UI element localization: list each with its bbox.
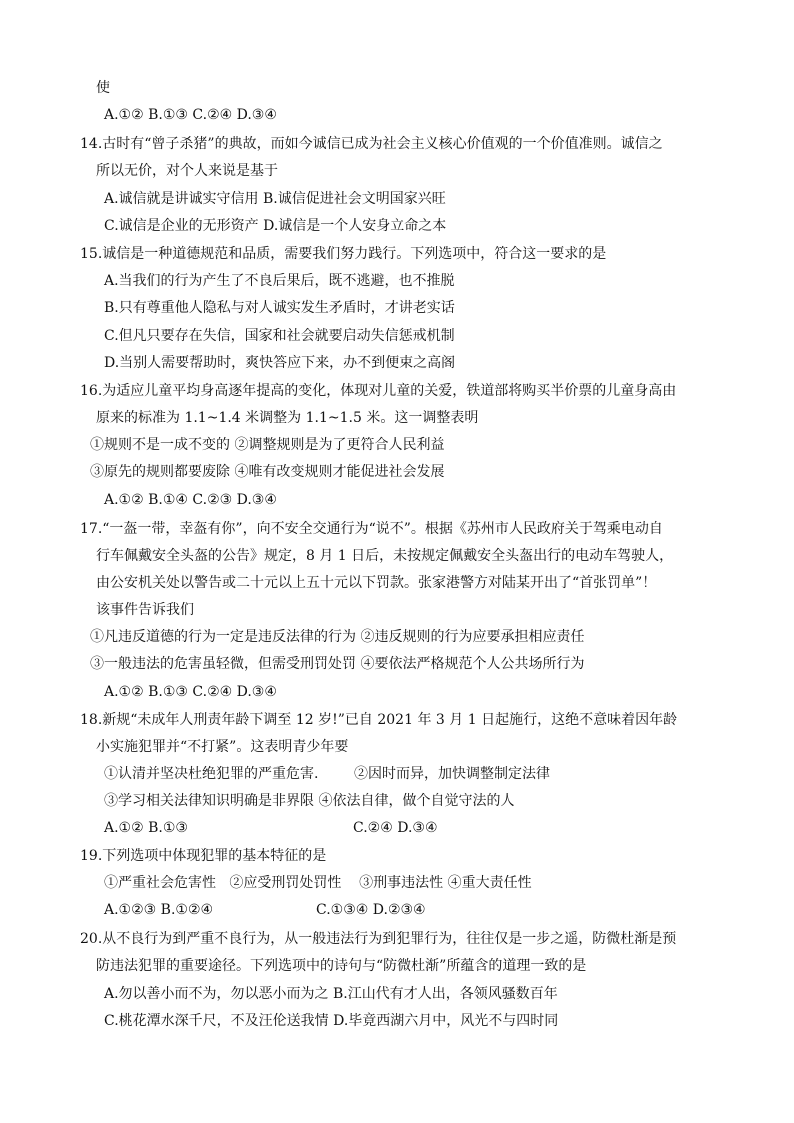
q18-stem-line1: 18.新规“未成年人刑责年龄下调至 12 岁!”已自 2021 年 3 月 1 日起施行，这绝不意味着因年龄 <box>80 712 678 728</box>
q16-stem-line1: 16.为适应儿童平均身高逐年提高的变化，体现对儿童的关爱，铁道部将购买半价票的儿童身高由 <box>80 383 677 399</box>
q16-statements-34: ③原先的规则都要废除 ④唯有改变规则才能促进社会发展 <box>90 464 445 480</box>
q19-options-cd: C.①③④ D.②③④ <box>316 902 426 918</box>
q16-options: A.①② B.①④ C.②③ D.③④ <box>104 492 277 508</box>
q20-stem-line1: 20.从不良行为到严重不良行为，从一般违法行为到犯罪行为，往往仅是一步之遥，防微杜渐是预 <box>80 931 677 947</box>
q18-options-cd: C.②④ D.③④ <box>353 820 438 836</box>
q15-option-a: A.当我们的行为产生了不良后果后，既不逃避，也不推脱 <box>104 273 455 289</box>
q14-stem-line1: 14.古时有“曾子杀猪”的典故，而如今诚信已成为社会主义核心价值观的一个价值准则。诚信之 <box>80 136 663 152</box>
q20-options-cd: C.桃花潭水深千尺，不及汪伦送我情 D.毕竟西湖六月中，风光不与四时同 <box>104 1013 559 1029</box>
q14-stem-line2: 所以无价，对个人来说是基于 <box>96 163 278 179</box>
q14-options-cd: C.诚信是企业的无形资产 D.诚信是一个人安身立命之本 <box>104 218 447 234</box>
q15-option-c: C.但凡只要存在失信，国家和社会就要启动失信惩戒机制 <box>104 328 455 344</box>
q16-statements-12: ①规则不是一成不变的 ②调整规则是为了更符合人民利益 <box>90 437 445 453</box>
q15-stem: 15.诚信是一种道德规范和品质，需要我们努力践行。下列选项中，符合这一要求的是 <box>80 246 607 262</box>
q15-option-b: B.只有尊重他人隐私与对人诚实发生矛盾时，才讲老实话 <box>104 300 455 316</box>
q18-stem-line2: 小实施犯罪并“不打紧”。这表明青少年要 <box>96 739 349 755</box>
q16-stem-line2: 原来的标准为 1.1~1.4 米调整为 1.1~1.5 米。这一调整表明 <box>96 410 479 426</box>
q17-statements-12: ①凡违反道德的行为一定是违反法律的行为 ②违反规则的行为应要承担相应责任 <box>90 629 585 645</box>
q15-option-d: D.当别人需要帮助时，爽快答应下来，办不到便束之高阁 <box>104 355 456 371</box>
q17-stem-line2: 行车佩戴安全头盔的公告》规定，8 月 1 日后，未按规定佩戴安全头盔出行的电动车驾驶人， <box>96 548 674 564</box>
q18-statements-34: ③学习相关法律知识明确是非界限 ④依法自律，做个自觉守法的人 <box>104 793 515 809</box>
q17-stem-line4: 该事件告诉我们 <box>96 602 194 618</box>
q18-options-ab: A.①② B.①③ <box>104 820 188 836</box>
q20-options-ab: A.勿以善小而不为，勿以恶小而为之 B.江山代有才人出，各领风骚数百年 <box>104 986 558 1002</box>
q19-stem: 19.下列选项中体现犯罪的基本特征的是 <box>80 848 327 864</box>
q14-options-ab: A.诚信就是讲诚实守信用 B.诚信促进社会文明国家兴旺 <box>104 191 446 207</box>
q18-statements-12: ①认清并坚决杜绝犯罪的严重危害. ②因时而异，加快调整制定法律 <box>104 766 551 782</box>
q17-stem-line1: 17.“一盔一带，幸盔有你”，向不安全交通行为“说不”。根据《苏州市人民政府关于驾乘电动自 <box>80 521 663 537</box>
q20-stem-line2: 防违法犯罪的重要途径。下列选项中的诗句与“防微杜渐”所蕴含的道理一致的是 <box>96 958 587 974</box>
q17-statements-34: ③一般违法的危害虽轻微，但需受刑罚处罚 ④要依法严格规范个人公共场所行为 <box>90 656 585 672</box>
q19-statements: ①严重社会危害性 ②应受刑罚处罚性 ③刑事违法性 ④重大责任性 <box>104 875 532 891</box>
q17-options: A.①② B.①③ C.②④ D.③④ <box>104 684 277 700</box>
q19-options-ab: A.①②③ B.①②④ <box>104 902 214 918</box>
q13-stem-end: 使 <box>96 80 110 96</box>
q13-options: A.①② B.①③ C.②④ D.③④ <box>104 107 277 123</box>
q17-stem-line3: 由公安机关处以警告或二十元以上五十元以下罚款。张家港警方对陆某开出了“首张罚单”！ <box>96 575 657 591</box>
